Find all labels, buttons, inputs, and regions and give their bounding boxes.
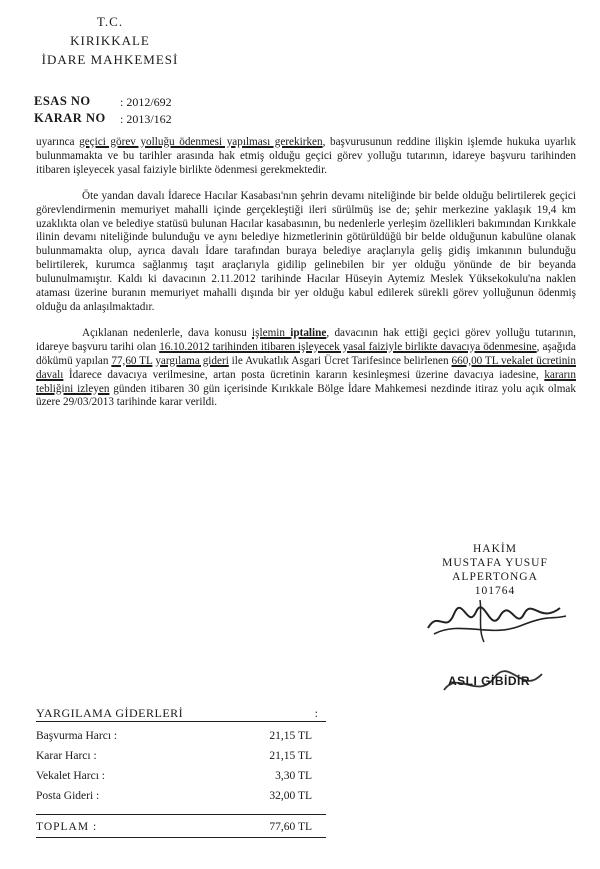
court-header-court: İDARE MAHKEMESİ [41, 52, 179, 67]
text-run: günden itibaren 30 gün içerisinde Kırıkkale Bölge İdare Mahkemesi nezdinde itiraz yolu açık olmak üzere 29/03/2013 tarihinde karar verildi. [36, 382, 576, 409]
judge-name: MUSTAFA YUSUF [442, 557, 548, 569]
underlined-text: geçici görev yolluğu ödenmesi yapılması gerekirken [79, 136, 323, 148]
cost-total-label: TOPLAM : [36, 821, 98, 833]
text-run: uyarınca [36, 136, 80, 148]
cost-row [36, 790, 326, 804]
judge-number: 101764 [474, 585, 516, 597]
certified-copy-stamp [438, 660, 548, 704]
cost-amount: 21,15 TL [269, 750, 312, 762]
costs-heading: YARGILAMA GİDERLERİ [36, 706, 184, 720]
costs-bottom-rule [36, 837, 326, 838]
underlined-text: kararın tebliğini izleyen [36, 368, 576, 395]
cost-total-amount: 77,60 TL [269, 821, 312, 833]
text-run: Açıklanan nedenlerle, dava konusu [82, 326, 253, 339]
costs-table [36, 706, 326, 856]
esas-value: : 2012/692 [120, 95, 172, 109]
decision-body [36, 136, 576, 410]
cost-label: Vekalet Harcı : [36, 770, 105, 782]
underlined-text: yargılama gideri [155, 354, 229, 367]
underlined-text: 660,00 TL vekalet ücretinin davalı [36, 354, 576, 381]
costs-heading-colon: : [314, 706, 318, 720]
cost-amount: 32,00 TL [269, 790, 312, 802]
costs-total-rule [36, 814, 326, 815]
underlined-text: işlemin [252, 326, 291, 339]
karar-label: KARAR NO [34, 111, 106, 125]
paragraph-hacilar [36, 190, 576, 315]
text-run: , davacının hak ettiği geçici görev yolluğu tutarının, idareye başvuru tarihi olan [36, 326, 576, 353]
cost-label: Karar Harcı : [36, 750, 97, 762]
cost-row [36, 770, 326, 784]
cost-amount: 3,30 TL [275, 770, 312, 782]
underlined-text: iptaline [290, 326, 327, 339]
cost-label: Başvurma Harcı : [36, 730, 118, 742]
judge-title: HAKİM [473, 543, 517, 555]
text-run: , aşağıda dökümü yapılan [36, 340, 576, 367]
esas-label: ESAS NO [34, 94, 91, 108]
karar-value: : 2013/162 [120, 112, 172, 126]
costs-heading-rule [36, 721, 326, 722]
stamp-text: ASLI GİBİDİR [448, 674, 531, 688]
court-header-tc: T.C. [96, 14, 124, 29]
text-run: Öte yandan davalı İdarece Hacılar Kasabası'nın şehrin devamı niteliğinde bir belde olduğu belirtilerek geçici görevlendirmenin memuriyet mahalli içinde gerçekleştiği ileri sürülmüş ise de; şehir merkezine yaklaşık 19,4 km uzaklıkta olan ve belediye statüsü bulunan Hacılar kasabasının, bu nedenlerle yerleşim özellikleri bakımından Kırıkkale ilinin devamı niteliğinde bulunduğu ve aynı belediye hizmetlerinin götürüldüğü bir belde olduğunun kabulüne olanak bulunmamakta olup, ayrıca davalı İdare tarafından buraya belediye araçlarıyla geliş gidiş imkanının bulunduğu belirtilerek, kurumca sağlanmış taşıt araçlarıyla gidilip gelinebilen bir yer olduğu yönünde de bir beyanda bulunulmamıştır. Kaldı ki davacının 2.11.2012 tarihinde Hacılar Hüseyin Aytemiz Meslek Yüksekokulu'na naklen ataması üzerine buranın memuriyet mahalli dışında bir yer olduğu kabul edilerek sürekli görev yolluğunun ödenmiş olduğu da anlaşılmaktadır. [36, 189, 576, 313]
text-run: , başvurusunun reddine ilişkin işlemde hukuka uyarlık bulunmamakta ve bu tarihler arasında hak etmiş olduğu geçici görev yolluğu tutarının, idareye başvuru tarihinden itibaren işleyecek yasal faiziyle birlikte ödenmesi gerekmektedir. [36, 136, 577, 176]
paragraph-reasoning [36, 136, 576, 178]
paragraph-verdict [36, 327, 576, 410]
cost-row [36, 730, 326, 744]
underlined-text: 16.10.2012 tarihinden itibaren işleyecek yasal faiziyle birlikte davacıya ödenmesine [159, 340, 537, 353]
cost-amount: 21,15 TL [269, 730, 312, 742]
handwritten-signature [420, 590, 570, 650]
cost-row [36, 750, 326, 764]
cost-label: Posta Gideri : [36, 790, 100, 802]
court-header-city: KIRIKKALE [70, 33, 150, 48]
cost-total-row [36, 821, 326, 835]
underlined-text: 77,60 TL [111, 354, 153, 367]
text-run: ile Avukatlık Asgari Ücret Tarifesince belirlenen [228, 354, 452, 367]
text-run: İdarece davacıya verilmesine, artan posta ücretinin kararın kesinleşmesi üzerine davacıya iadesine, [63, 368, 545, 381]
judge-surname: ALPERTONGA [452, 571, 538, 583]
